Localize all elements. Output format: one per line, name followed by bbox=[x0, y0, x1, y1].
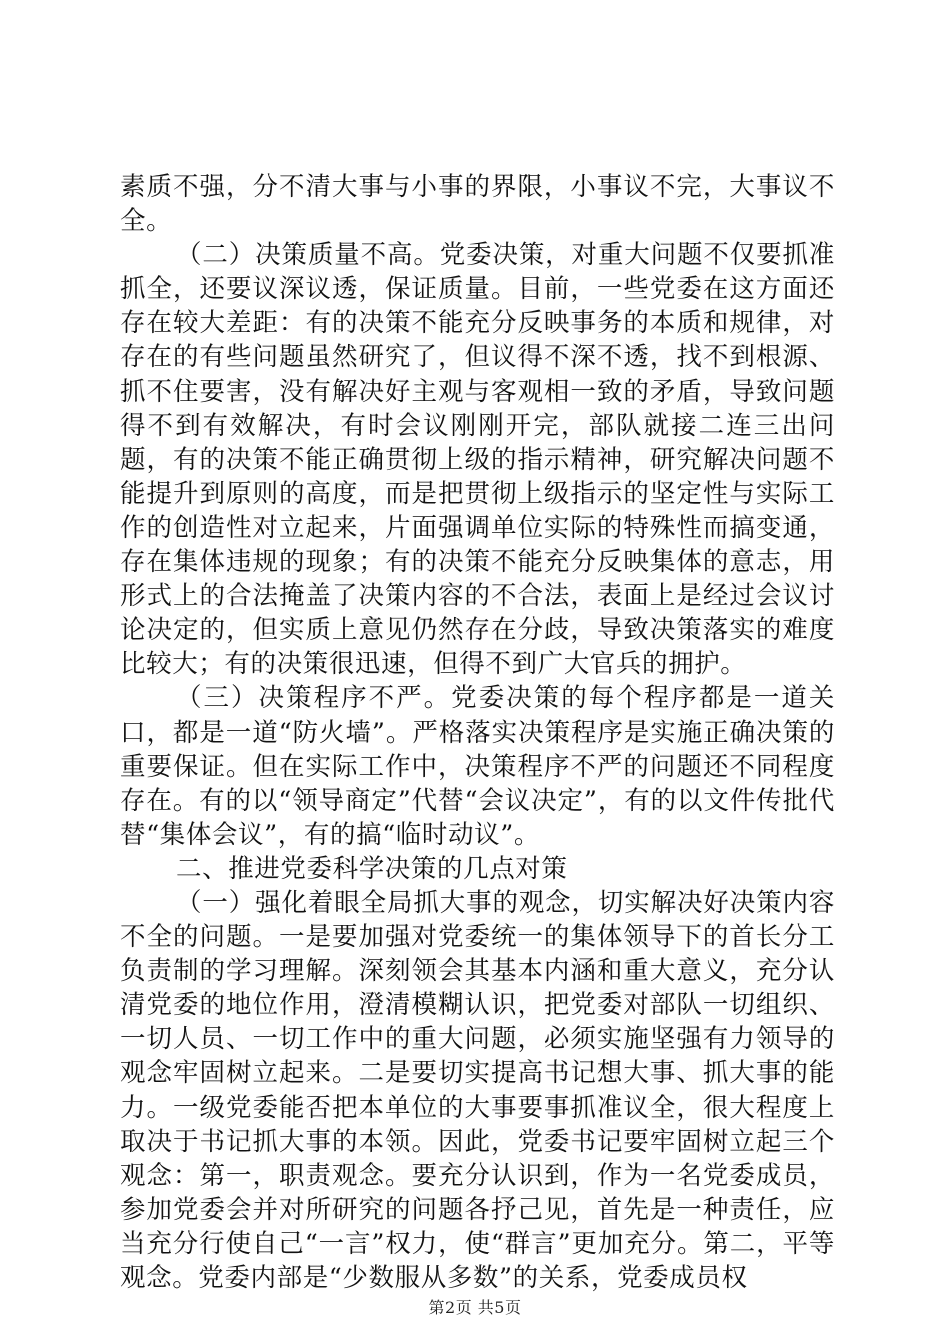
page-footer: 第2页 共5页 bbox=[428, 1298, 522, 1317]
paragraph-countermeasure-one: （一）强化着眼全局抓大事的观念，切实解决好决策内容不全的问题。一是要加强对党委统一的集体领导下的首长分工负责制的学习理解。深刻领会其基本内涵和重大意义，充分认清党委的地位作用，澄清模糊认识，把党委对部队一切组织、一切人员、一切工作中的重大问题，必须实施坚强有力领导的观念牢固树立起来。二是要切实提高书记想大事、抓大事的能力。一级党委能否把本单位的大事要事抓准议全，很大程度上取决于书记抓大事的本领。因此，党委书记要牢固树立起三个观念：第一，职责观念。要充分认识到，作为一名党委成员，参加党委会并对所研究的问题各抒己见，首先是一种责任，应当充分行使自己“一言”权力，使“群言”更加充分。第二，平等观念。党委内部是“少数服从多数”的关系，党委成员权 bbox=[120, 887, 835, 1293]
paragraph-continuation: 素质不强，分不清大事与小事的界限，小事议不完，大事议不全。 bbox=[120, 172, 835, 237]
paragraph-decision-procedure: （三）决策程序不严。党委决策的每个程序都是一道关口，都是一道“防火墙”。严格落实决策程序是实施正确决策的重要保证。但在实际工作中，决策程序不严的问题还不同程度存在。有的以“领导商定”代替“会议决定”，有的以文件传批代替“集体会议”，有的搞“临时动议”。 bbox=[120, 683, 835, 850]
section-heading-countermeasures: 二、推进党委科学决策的几点对策 bbox=[176, 853, 568, 884]
document-body bbox=[120, 170, 835, 1295]
paragraph-decision-quality: （二）决策质量不高。党委决策，对重大问题不仅要抓准抓全，还要议深议透，保证质量。目前，一些党委在这方面还存在较大差距：有的决策不能充分反映事务的本质和规律，对存在的有些问题虽然研究了，但议得不深不透，找不到根源、抓不住要害，没有解决好主观与客观相一致的矛盾，导致问题得不到有效解决，有时会议刚刚开完，部队就接二连三出问题，有的决策不能正确贯彻上级的指示精神，研究解决问题不能提升到原则的高度，而是把贯彻上级指示的坚定性与实际工作的创造性对立起来，片面强调单位实际的特殊性而搞变通，存在集体违规的现象；有的决策不能充分反映集体的意志，用形式上的合法掩盖了决策内容的不合法，表面上是经过会议讨论决定的，但实质上意见仍然存在分歧，导致决策落实的难度比较大；有的决策很迅速，但得不到广大官兵的拥护。 bbox=[120, 240, 835, 680]
